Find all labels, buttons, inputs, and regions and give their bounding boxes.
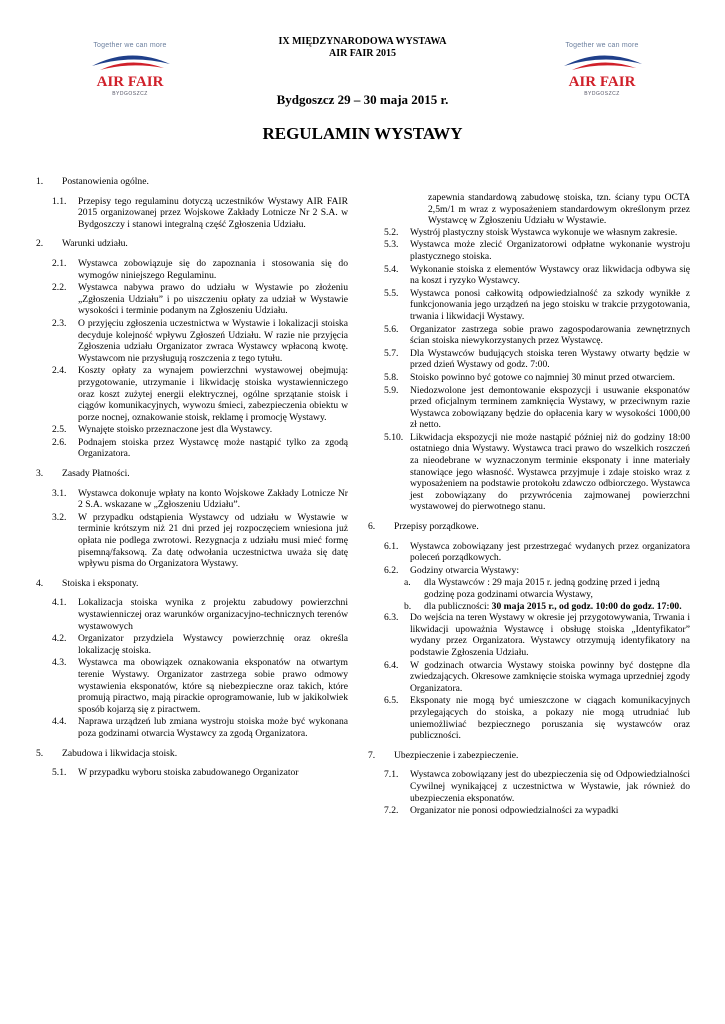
sub-list-item: a. dla Wystawców : 29 maja 2015 r. jedną godzinę przed i jedną godzinę poza godzinami otwarcia Wystawy, bbox=[404, 577, 660, 600]
section-heading: 6. Przepisy porządkowe. bbox=[368, 521, 479, 533]
logo-tagline: Together we can more bbox=[93, 42, 167, 49]
list-item: 2.2. Wystawca nabywa prawo do udziału w Wystawie po złożeniu „Zgłoszenia Udziału” i po uiszczeniu opłaty za udział w Wystawie wysokości i terminie podanym na Zgłoszeniu Udziału. bbox=[52, 282, 348, 317]
sub-list-item: b. dla publiczności: 30 maja 2015 r., od godz. 10:00 do godz. 17:00. bbox=[404, 600, 682, 612]
list-item: 5.9. Niedozwolone jest demontowanie ekspozycji i usuwanie eksponatów przed oficjalnym terminem zamknięcia Wystawy, w przeciwnym razie Wystawca zobowiązany będzie do opłacenia kary w wysokości 1000,00 zł netto. bbox=[384, 384, 690, 431]
public-hours: 30 maja 2015 r., od godz. 10:00 do godz. 17:00. bbox=[491, 600, 682, 612]
list-item: 5.10. Likwidacja ekspozycji nie może nastąpić później niż do godziny 18:00 ostatniego dnia Wystawy. Wystawca traci prawo do wszelkich roszczeń za nieodebrane w wyznaczonym terminie eksponaty i inne materiały stanowiące jego własność. Wystawca przyjmuje i zdaje stoisko wraz z wyposażeniem na podstawie protokołu zdawczo odbiorczego. Wystawca jest zobowiązany do przywrócenia zajmowanej powierzchni wystawowej do pierwotnego stanu. bbox=[384, 431, 690, 513]
list-item: 2.4. Koszty opłaty za wynajem powierzchni wystawowej obejmują: przygotowanie, utrzymanie i likwidację stoiska wystawienniczego oraz koszt zużytej energii elektrycznej, ogólne sprzątanie stoisk i ciągów komunikacyjnych, wywozu śmieci, zabezpieczenia obiektu w porze nocnej, oznakowanie stoisk, reklamę i promocję Wystawy. bbox=[52, 365, 348, 423]
list-item: 5.4. Wykonanie stoiska z elementów Wystawcy oraz likwidacja odbywa się na koszt i ryzyko Wystawcy. bbox=[384, 263, 690, 287]
list-item: 1.1. Przepisy tego regulaminu dotyczą uczestników Wystawy AIR FAIR 2015 organizowanej przez Wojskowe Zakłady Lotnicze Nr 2 S.A. w Bydgoszczy i stanowi integralną część Zgłoszenia Udziału. bbox=[52, 195, 348, 230]
list-item: 5.5. Wystawca ponosi całkowitą odpowiedzialność za szkody wynikłe z funkcjonowania jego urządzeń na jego stoisku w trakcie przygotowania, trwania i likwidacji Wystawy. bbox=[384, 287, 690, 322]
list-item: 6.1. Wystawca zobowiązany jest przestrzegać wydanych przez organizatora poleceń porządkowych. bbox=[384, 540, 690, 564]
list-item: 4.4. Naprawa urządzeń lub zmiana wystroju stoiska może być wykonana poza godzinami otwarcia Wystawcy za zgodą Organizatora. bbox=[52, 716, 348, 739]
section-heading: 4. Stoiska i eksponaty. bbox=[36, 577, 139, 589]
exhibition-name: IX MIĘDZYNARODOWA WYSTAWA bbox=[278, 36, 447, 47]
list-item: 3.1. Wystawca dokonuje wpłaty na konto Wojskowe Zakłady Lotnicze Nr 2 S.A. wskazane w „Zgłoszeniu Udziału”. bbox=[52, 487, 348, 511]
logo-name: AIR FAIR bbox=[568, 74, 636, 90]
list-item: 5.7. Dla Wystawców budujących stoiska teren Wystawy otwarty będzie w przed dzień Wystawy od godz. 7:00. bbox=[384, 347, 690, 371]
list-item: 5.2. Wystrój plastyczny stoisk Wystawca wykonuje we własnym zakresie. bbox=[384, 226, 678, 238]
logo-name: AIR FAIR bbox=[96, 74, 164, 90]
list-item: 5.3. Wystawca może zlecić Organizatorowi odpłatne wykonanie wystroju plastycznego stoiska. bbox=[384, 239, 690, 262]
section-heading: 3. Zasady Płatności. bbox=[36, 468, 130, 480]
list-item: 2.3. O przyjęciu zgłoszenia uczestnictwa w Wystawie i lokalizacji stoiska decyduje kolejność wpływu Zgłoszeń Udziału. W razie nie przyjęcia Zgłoszenia udziału Organizator zwraca Wystawcy wpłaconą kwotę. Wystawcom nie przysługują roszczenia z tego tytułu. bbox=[52, 317, 348, 364]
list-item: 4.2. Organizator przydziela Wystawcy powierzchnię oraz określa lokalizację stoiska. bbox=[52, 633, 348, 656]
list-item: 5.8. Stoisko powinno być gotowe co najmniej 30 minut przed otwarciem. bbox=[384, 371, 675, 383]
exhibition-header bbox=[0, 36, 725, 60]
list-item-continuation: zapewnia standardową zabudowę stoiska, tzn. ściany typu OCTA 2,5m/1 m wraz z wyposażeniem standardowym określonym przez Wystawcę w Zgłoszeniu Udziału w Wystawie. bbox=[428, 192, 690, 227]
logo-city: BYDGOSZCZ bbox=[584, 91, 620, 97]
exhibition-subname: AIR FAIR 2015 bbox=[328, 48, 397, 59]
list-item: 4.3. Wystawca ma obowiązek oznakowania eksponatów na otwartym terenie Wystawy. Organizator zastrzega sobie prawo odmowy wystawienia eksponatów, które są niebezpieczne oraz takich, które promują piractwo, mają pirackie oprogramowanie, lub w jakikolwiek sposób kojarzą się z piractwem. bbox=[52, 657, 348, 715]
left-column bbox=[36, 176, 348, 780]
place-date: Bydgoszcz 29 – 30 maja 2015 r. bbox=[276, 92, 449, 107]
section-heading: 2. Warunki udziału. bbox=[36, 238, 128, 250]
logo-city: BYDGOSZCZ bbox=[112, 91, 148, 97]
list-item: 2.6. Podnajem stoiska przez Wystawcę może nastąpić tylko za zgodą Organizatora. bbox=[52, 436, 348, 460]
section-heading: 5. Zabudowa i likwidacja stoisk. bbox=[36, 747, 178, 759]
list-item: 7.1. Wystawca zobowiązany jest do ubezpieczenia się od Odpowiedzialności Cywilnej wynikającej z uczestnictwa w Wystawie, jak również do ubezpieczenia eksponatów. bbox=[384, 769, 690, 804]
list-item: 5.6. Organizator zastrzega sobie prawo zagospodarowania zewnętrznych ścian stoiska niewykorzystanych przez Wystawcę. bbox=[384, 323, 690, 347]
list-item: 6.4. W godzinach otwarcia Wystawy stoiska powinny być dostępne dla zwiedzających. Okresowe zamknięcie stoiska wymaga uprzedniej zgody Organizatora. bbox=[384, 659, 690, 694]
list-item: 6.2. Godziny otwarcia Wystawy: bbox=[384, 564, 520, 576]
section-heading: 1. Postanowienia ogólne. bbox=[36, 176, 149, 187]
list-item: 6.5. Eksponaty nie mogą być umieszczone w ciągach komunikacyjnych przylegających do stoiska, a pokazy nie mogą utrudniać lub uniemożliwiać bezpiecznego poruszania się wystawców oraz publiczności. bbox=[384, 695, 690, 742]
list-item: 4.1. Lokalizacja stoiska wynika z projektu zabudowy powierzchni wystawienniczej oraz warunków organizacyjno-technicznych terenów wystawowych bbox=[52, 597, 348, 632]
list-item: 6.3. Do wejścia na teren Wystawy w okresie jej przygotowywania, Trwania i likwidacji upoważnia Wystawcę i obsługę stoiska „Identyfikator” wydany przez Organizatora. Wystawcy otrzymują identyfikatory na podstawie Zgłoszenia Udziału. bbox=[384, 612, 690, 658]
list-item: 2.5. Wynajęte stoisko przeznaczone jest dla Wystawcy. bbox=[52, 424, 273, 436]
list-item: 7.2. Organizator nie ponosi odpowiedzialności za wypadki bbox=[384, 805, 619, 817]
list-item: 3.2. W przypadku odstąpienia Wystawcy od udziału w Wystawie w terminie krótszym niż 21 dni przed jej rozpoczęciem wniesiona już opłata nie podlega zwrotowi. Rezygnacja z udziału musi mieć formę pisemną/faksową. Za datę odwołania uczestnictwa uważa się datę wpływu pisma do Organizatora Wystawy. bbox=[52, 511, 348, 570]
list-item: 2.1. Wystawca zobowiązuje się do zapoznania i stosowania się do wymogów niniejszego Regulaminu. bbox=[52, 257, 348, 281]
list-item: 5.1. W przypadku wyboru stoiska zabudowanego Organizator bbox=[52, 767, 299, 779]
section-heading: 7. Ubezpieczenie i zabezpieczenie. bbox=[368, 749, 519, 761]
page-title: REGULAMIN WYSTAWY bbox=[262, 124, 463, 143]
logo-tagline: Together we can more bbox=[565, 42, 639, 49]
right-column bbox=[368, 192, 690, 818]
